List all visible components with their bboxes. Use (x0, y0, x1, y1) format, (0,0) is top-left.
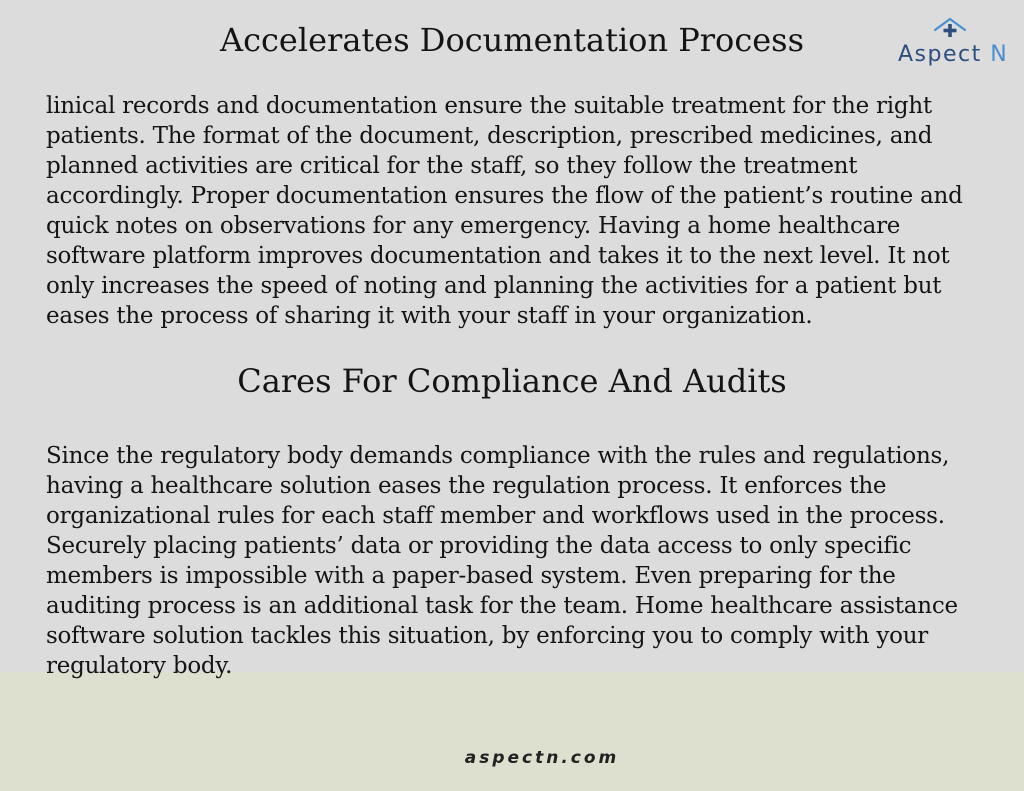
section-2-body: Since the regulatory body demands compliance with the rules and regulations, having a healthcare solution eases the regulation process. It enforces the organizational rules for each staff member and workflows used in the process. Securely placing patients’ data or providing the data access to only specific members is impossible with a paper-based system. Even preparing for the auditing process is an additional task for the team. Home healthcare assistance software solution tackles this situation, by enforcing you to comply with your regulatory body. (46, 443, 958, 679)
section-1-heading: Accelerates Documentation Process (219, 21, 805, 59)
logo-text-accent: N (990, 42, 1009, 67)
section-1-body: linical records and documentation ensure the suitable treatment for the right patients. The format of the document, description, prescribed medicines, and planned activities are critical for the staff, so they follow the treatment accordingly. Proper documentation ensures the flow of the patient’s routine and quick notes on observations for any emergency. Having a home healthcare software platform improves documentation and takes it to the next level. It not only increases the speed of noting and planning the activities for a patient but eases the process of sharing it with your staff in your organization. (46, 93, 963, 329)
logo-wordmark (898, 42, 1008, 67)
logo-text-main: Aspect (898, 42, 982, 67)
footer-band (0, 672, 1024, 791)
section-2-heading: Cares For Compliance And Audits (237, 362, 787, 400)
house-cross-icon (932, 16, 968, 42)
footer-url[interactable]: aspectn.com (464, 748, 620, 768)
brand-logo (896, 16, 1014, 76)
